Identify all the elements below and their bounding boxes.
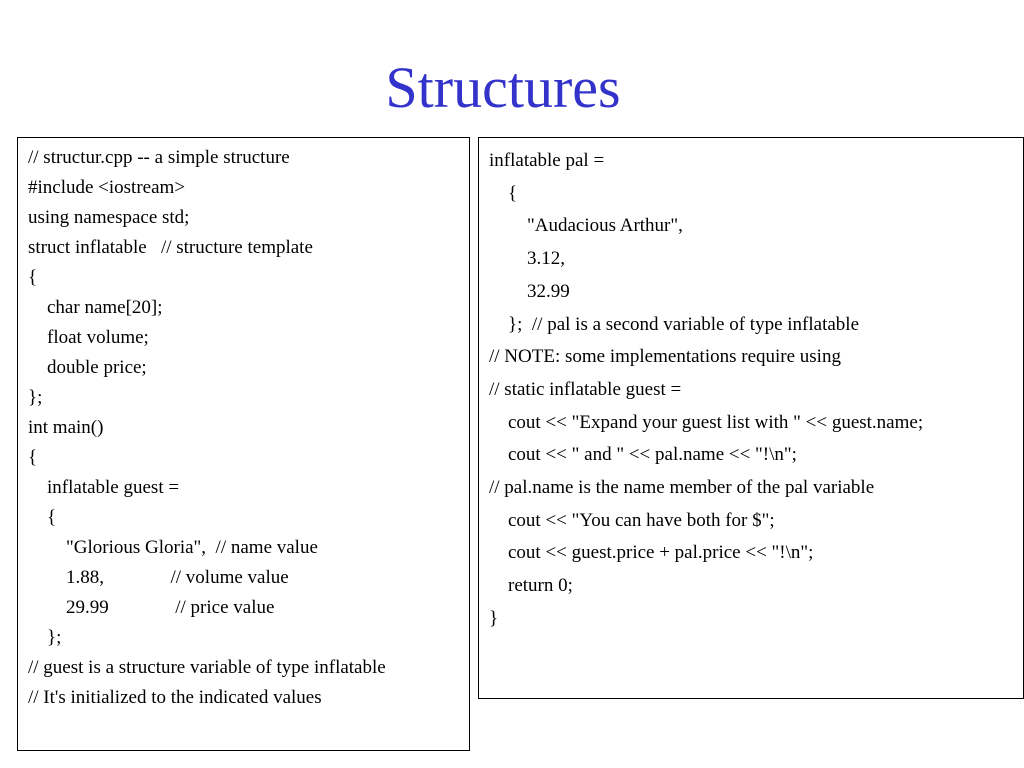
code-line: int main() <box>28 417 104 438</box>
code-line: { <box>28 507 57 528</box>
code-line: inflatable guest = <box>28 477 180 498</box>
code-line: float volume; <box>28 327 149 348</box>
code-panel-left <box>17 137 470 751</box>
code-line: { <box>489 182 518 204</box>
code-line: return 0; <box>489 575 573 597</box>
code-line: cout << "Expand your guest list with " << guest.name; <box>489 411 924 433</box>
code-line: // pal.name is the name member of the pal variable <box>489 477 875 499</box>
code-line: } <box>489 607 499 629</box>
code-line: { <box>28 267 38 288</box>
code-line: "Audacious Arthur", <box>489 215 683 237</box>
code-line: inflatable pal = <box>489 150 605 171</box>
code-line: using namespace std; <box>28 207 190 228</box>
code-line: cout << " and " << pal.name << "!\n"; <box>489 444 797 466</box>
code-line: // static inflatable guest = <box>489 378 682 400</box>
code-line: // It's initialized to the indicated values <box>28 687 322 708</box>
code-line: struct inflatable // structure template <box>28 237 313 258</box>
code-line: 29.99 // price value <box>28 597 275 618</box>
code-line: char name[20]; <box>28 297 163 318</box>
code-line: }; // pal is a second variable of type inflatable <box>489 313 859 335</box>
code-line: "Glorious Gloria", // name value <box>28 537 318 558</box>
code-line: // structur.cpp -- a simple structure <box>28 147 290 168</box>
code-line: }; <box>28 387 43 408</box>
code-line: 1.88, // volume value <box>28 567 289 588</box>
code-line: 3.12, <box>489 248 565 270</box>
code-line: 32.99 <box>489 280 570 302</box>
code-line: // guest is a structure variable of type inflatable <box>28 657 386 678</box>
code-line: { <box>28 447 38 468</box>
code-line: cout << "You can have both for $"; <box>489 509 775 531</box>
code-line: #include <iostream> <box>28 177 186 198</box>
code-line: double price; <box>28 357 147 378</box>
code-line: cout << guest.price + pal.price << "!\n"; <box>489 542 814 564</box>
code-line: }; <box>28 627 62 648</box>
code-line: // NOTE: some implementations require using <box>489 346 841 368</box>
code-panel-right <box>478 137 1024 699</box>
slide-title: Structures <box>385 55 621 120</box>
